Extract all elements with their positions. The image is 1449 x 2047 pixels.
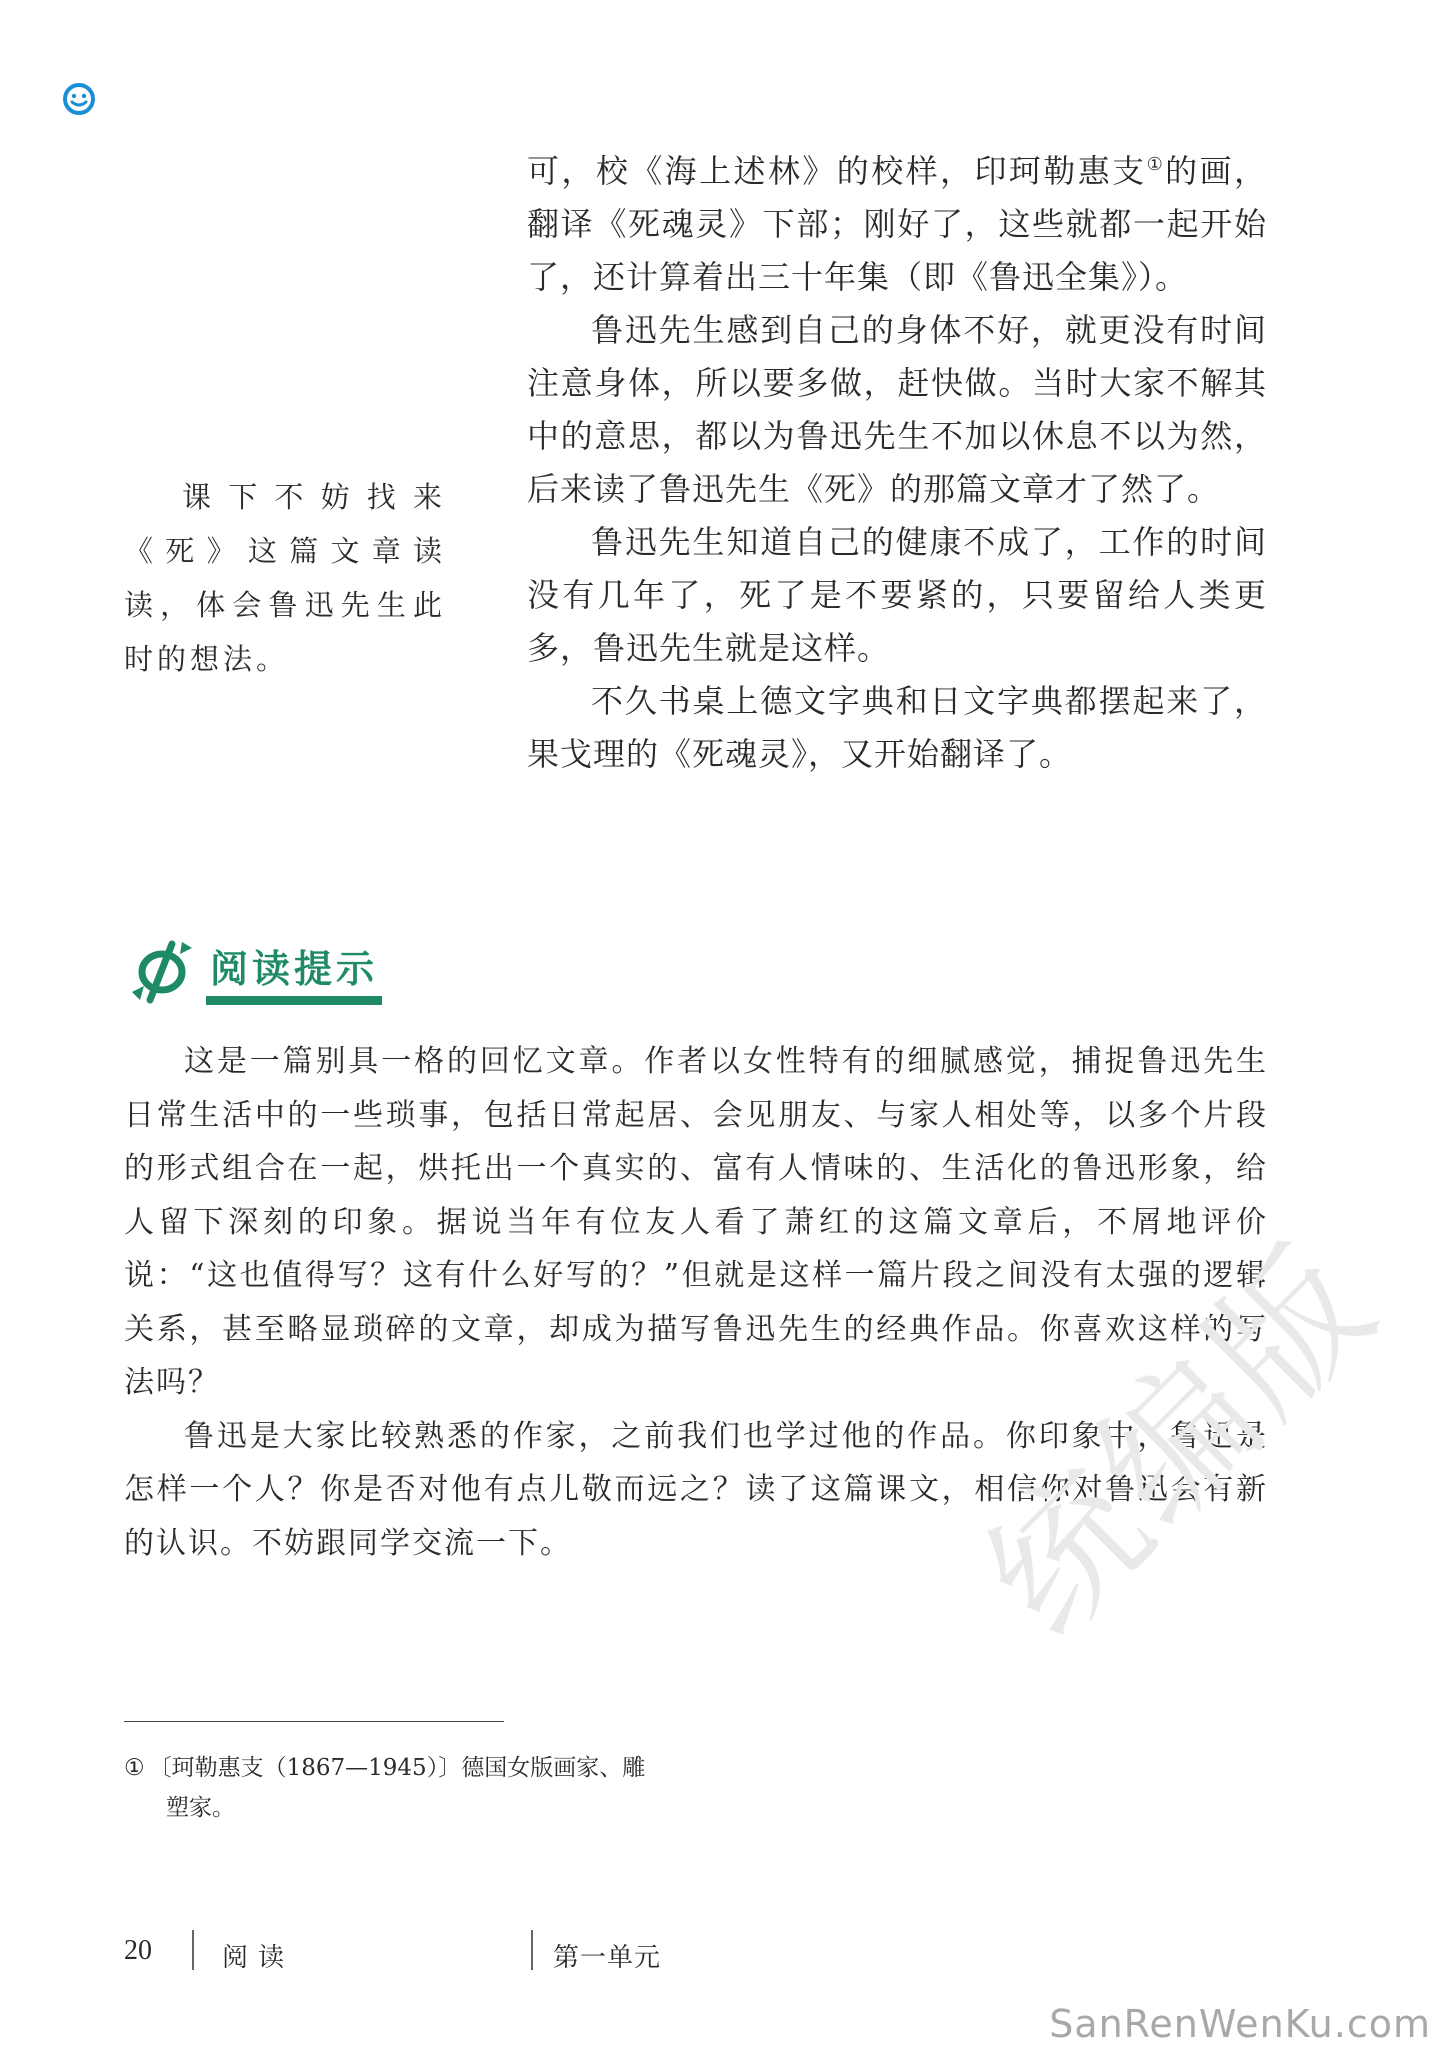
paragraph-1: 可，校《海上述林》的校样，印珂勒惠支①的画，翻译《死魂灵》下部；刚好了，这些就都一起开始了，还计算着出三十年集（即《鲁迅全集》）。 (527, 152, 1267, 296)
page-number: 20 (124, 1935, 152, 1966)
main-text (527, 145, 1267, 781)
title-underline (206, 996, 382, 1005)
footnote (124, 1748, 684, 1828)
reading-tips-paragraph-1: 这是一篇别具一格的回忆文章。作者以女性特有的细腻感觉，捕捉鲁迅先生日常生活中的一些琐事，包括日常起居、会见朋友、与家人相处等，以多个片段的形式组合在一起，烘托出一个真实的、富有人情味的、生活化的鲁迅形象，给人留下深刻的印象。据说当年有位友人看了萧红的这篇文章后，不屑地评价说：“这也值得写？这有什么好写的？”但就是这样一篇片段之间没有太强的逻辑关系，甚至略显琐碎的文章，却成为描写鲁迅先生的经典作品。你喜欢这样的写法吗？ (124, 1044, 1268, 1400)
paragraph-3: 鲁迅先生知道自己的健康不成了，工作的时间没有几年了，死了是不要紧的，只要留给人类更多，鲁迅先生就是这样。 (527, 523, 1267, 667)
reading-tips-header (126, 932, 386, 1012)
reading-tips-paragraph-2: 鲁迅是大家比较熟悉的作家，之前我们也学过他的作品。你印象中，鲁迅是怎样一个人？你是否对他有点儿敬而远之？读了这篇课文，相信你对鲁迅会有新的认识。不妨跟同学交流一下。 (124, 1418, 1268, 1561)
footer-unit: 第一单元 (553, 1943, 662, 1973)
reading-tips-title: 阅读提示 (210, 947, 379, 991)
smiley-face-icon (62, 82, 96, 116)
footer-divider (531, 1930, 533, 1970)
footnote-ref[interactable]: ① (1146, 154, 1166, 175)
footer-divider (192, 1930, 194, 1970)
footnote-line-1: 〔珂勒惠支（1867—1945）〕德国女版画家、雕 (148, 1755, 646, 1781)
paragraph-4: 不久书桌上德文字典和日文字典都摆起来了，果戈理的《死魂灵》，又开始翻译了。 (527, 682, 1267, 773)
site-watermark: SanRenWenKu.com (1049, 2002, 1431, 2046)
footer-section: 阅读 (222, 1943, 295, 1973)
side-note-text: 课下不妨找来《死》这篇文章读读，体会鲁迅先生此时的想法。 (124, 480, 446, 676)
paragraph-2: 鲁迅先生感到自己的身体不好，就更没有时间注意身体，所以要多做，赶快做。当时大家不解其中的意思，都以为鲁迅先生不加以休息不以为然，后来读了鲁迅先生《死》的那篇文章才了然了。 (527, 311, 1267, 508)
side-note (124, 470, 446, 686)
edition-watermark: 统编版 (954, 1213, 1409, 1668)
reading-tips-emblem-icon (126, 934, 198, 1006)
footnote-mark: ① (124, 1755, 145, 1781)
footnote-line-2: 塑家。 (166, 1795, 235, 1821)
footnote-divider (124, 1721, 504, 1722)
